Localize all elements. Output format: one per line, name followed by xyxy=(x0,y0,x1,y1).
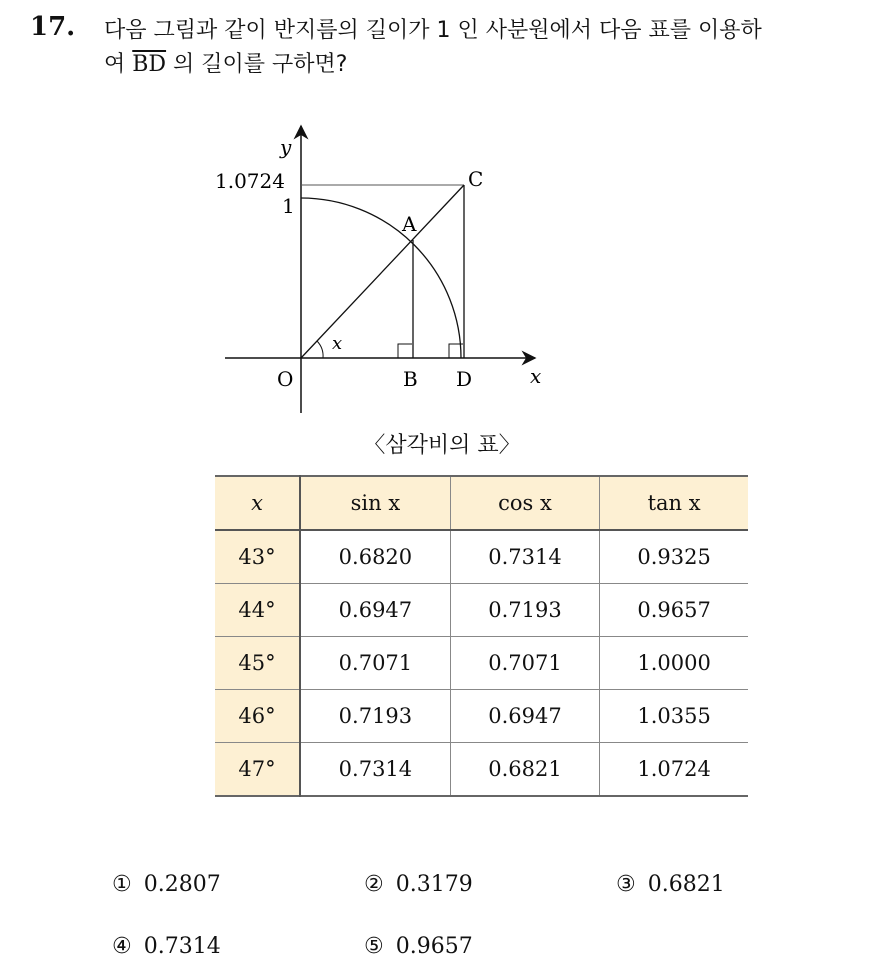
choice-5-mark: ⑤ xyxy=(364,934,384,959)
choice-1-mark: ① xyxy=(112,872,132,897)
cos-cell: 0.6821 xyxy=(450,743,599,797)
sin-cell: 0.6947 xyxy=(300,584,450,637)
point-c-label: C xyxy=(468,167,484,191)
sin-cell: 0.7193 xyxy=(300,690,450,743)
choice-3-value: 0.6821 xyxy=(647,872,725,897)
choice-5-value: 0.9657 xyxy=(395,934,473,959)
choice-5[interactable] xyxy=(364,934,473,959)
choice-4[interactable] xyxy=(112,934,221,959)
cos-cell: 0.7193 xyxy=(450,584,599,637)
quarter-arc xyxy=(301,198,461,358)
choice-2[interactable] xyxy=(364,872,473,897)
table-row xyxy=(215,530,748,584)
table-row xyxy=(215,584,748,637)
choice-1[interactable] xyxy=(112,872,221,897)
sin-cell: 0.7071 xyxy=(300,637,450,690)
choice-3[interactable] xyxy=(616,872,725,897)
table-row xyxy=(215,743,748,797)
sin-cell: 0.6820 xyxy=(300,530,450,584)
table-caption: 〈삼각비의 표〉 xyxy=(363,433,521,458)
y-axis-label: y xyxy=(280,135,292,159)
choice-2-mark: ② xyxy=(364,872,384,897)
x-axis-label: x xyxy=(530,364,542,388)
tick-1: 1 xyxy=(282,194,295,218)
question-line-2 xyxy=(104,48,874,82)
angle-x-label: x xyxy=(332,333,343,354)
angle-cell: 46° xyxy=(215,690,300,743)
point-o-label: O xyxy=(277,367,294,391)
angle-cell: 47° xyxy=(215,743,300,797)
choice-4-value: 0.7314 xyxy=(143,934,221,959)
question-number: 17. xyxy=(30,12,76,42)
cos-cell: 0.7314 xyxy=(450,530,599,584)
trig-table xyxy=(215,475,748,797)
tan-cell: 0.9657 xyxy=(600,584,748,637)
choice-2-value: 0.3179 xyxy=(395,872,473,897)
point-d-label: D xyxy=(456,367,473,391)
header-sin: sin x xyxy=(300,476,450,530)
sin-cell: 0.7314 xyxy=(300,743,450,797)
quarter-circle-figure xyxy=(200,118,560,418)
angle-arc-icon xyxy=(317,341,323,358)
segment-oc xyxy=(301,185,464,358)
point-a-label: A xyxy=(402,212,417,236)
cos-cell: 0.7071 xyxy=(450,637,599,690)
question-line-2-prefix: 여 xyxy=(104,52,133,77)
question-line-1: 다음 그림과 같이 반지름의 길이가 1 인 사분원에서 다음 표를 이용하 xyxy=(104,18,762,43)
angle-cell: 45° xyxy=(215,637,300,690)
tan-cell: 1.0724 xyxy=(600,743,748,797)
tick-1-0724: 1.0724 xyxy=(215,169,285,193)
right-angle-b-icon xyxy=(398,344,412,358)
header-tan: tan x xyxy=(600,476,748,530)
header-cos: cos x xyxy=(450,476,599,530)
table-row xyxy=(215,637,748,690)
table-header-row xyxy=(215,476,748,530)
tan-cell: 0.9325 xyxy=(600,530,748,584)
choice-1-value: 0.2807 xyxy=(143,872,221,897)
cos-cell: 0.6947 xyxy=(450,690,599,743)
tan-cell: 1.0355 xyxy=(600,690,748,743)
table-row xyxy=(215,690,748,743)
angle-cell: 43° xyxy=(215,530,300,584)
point-b-label: B xyxy=(403,367,418,391)
choice-4-mark: ④ xyxy=(112,934,132,959)
header-x: x xyxy=(215,476,300,530)
question-line-2-suffix: 의 길이를 구하면? xyxy=(166,52,348,77)
angle-cell: 44° xyxy=(215,584,300,637)
tan-cell: 1.0000 xyxy=(600,637,748,690)
segment-bd: $\overline{BD}$ xyxy=(132,52,167,77)
choice-3-mark: ③ xyxy=(616,872,636,897)
question-text xyxy=(104,14,874,82)
